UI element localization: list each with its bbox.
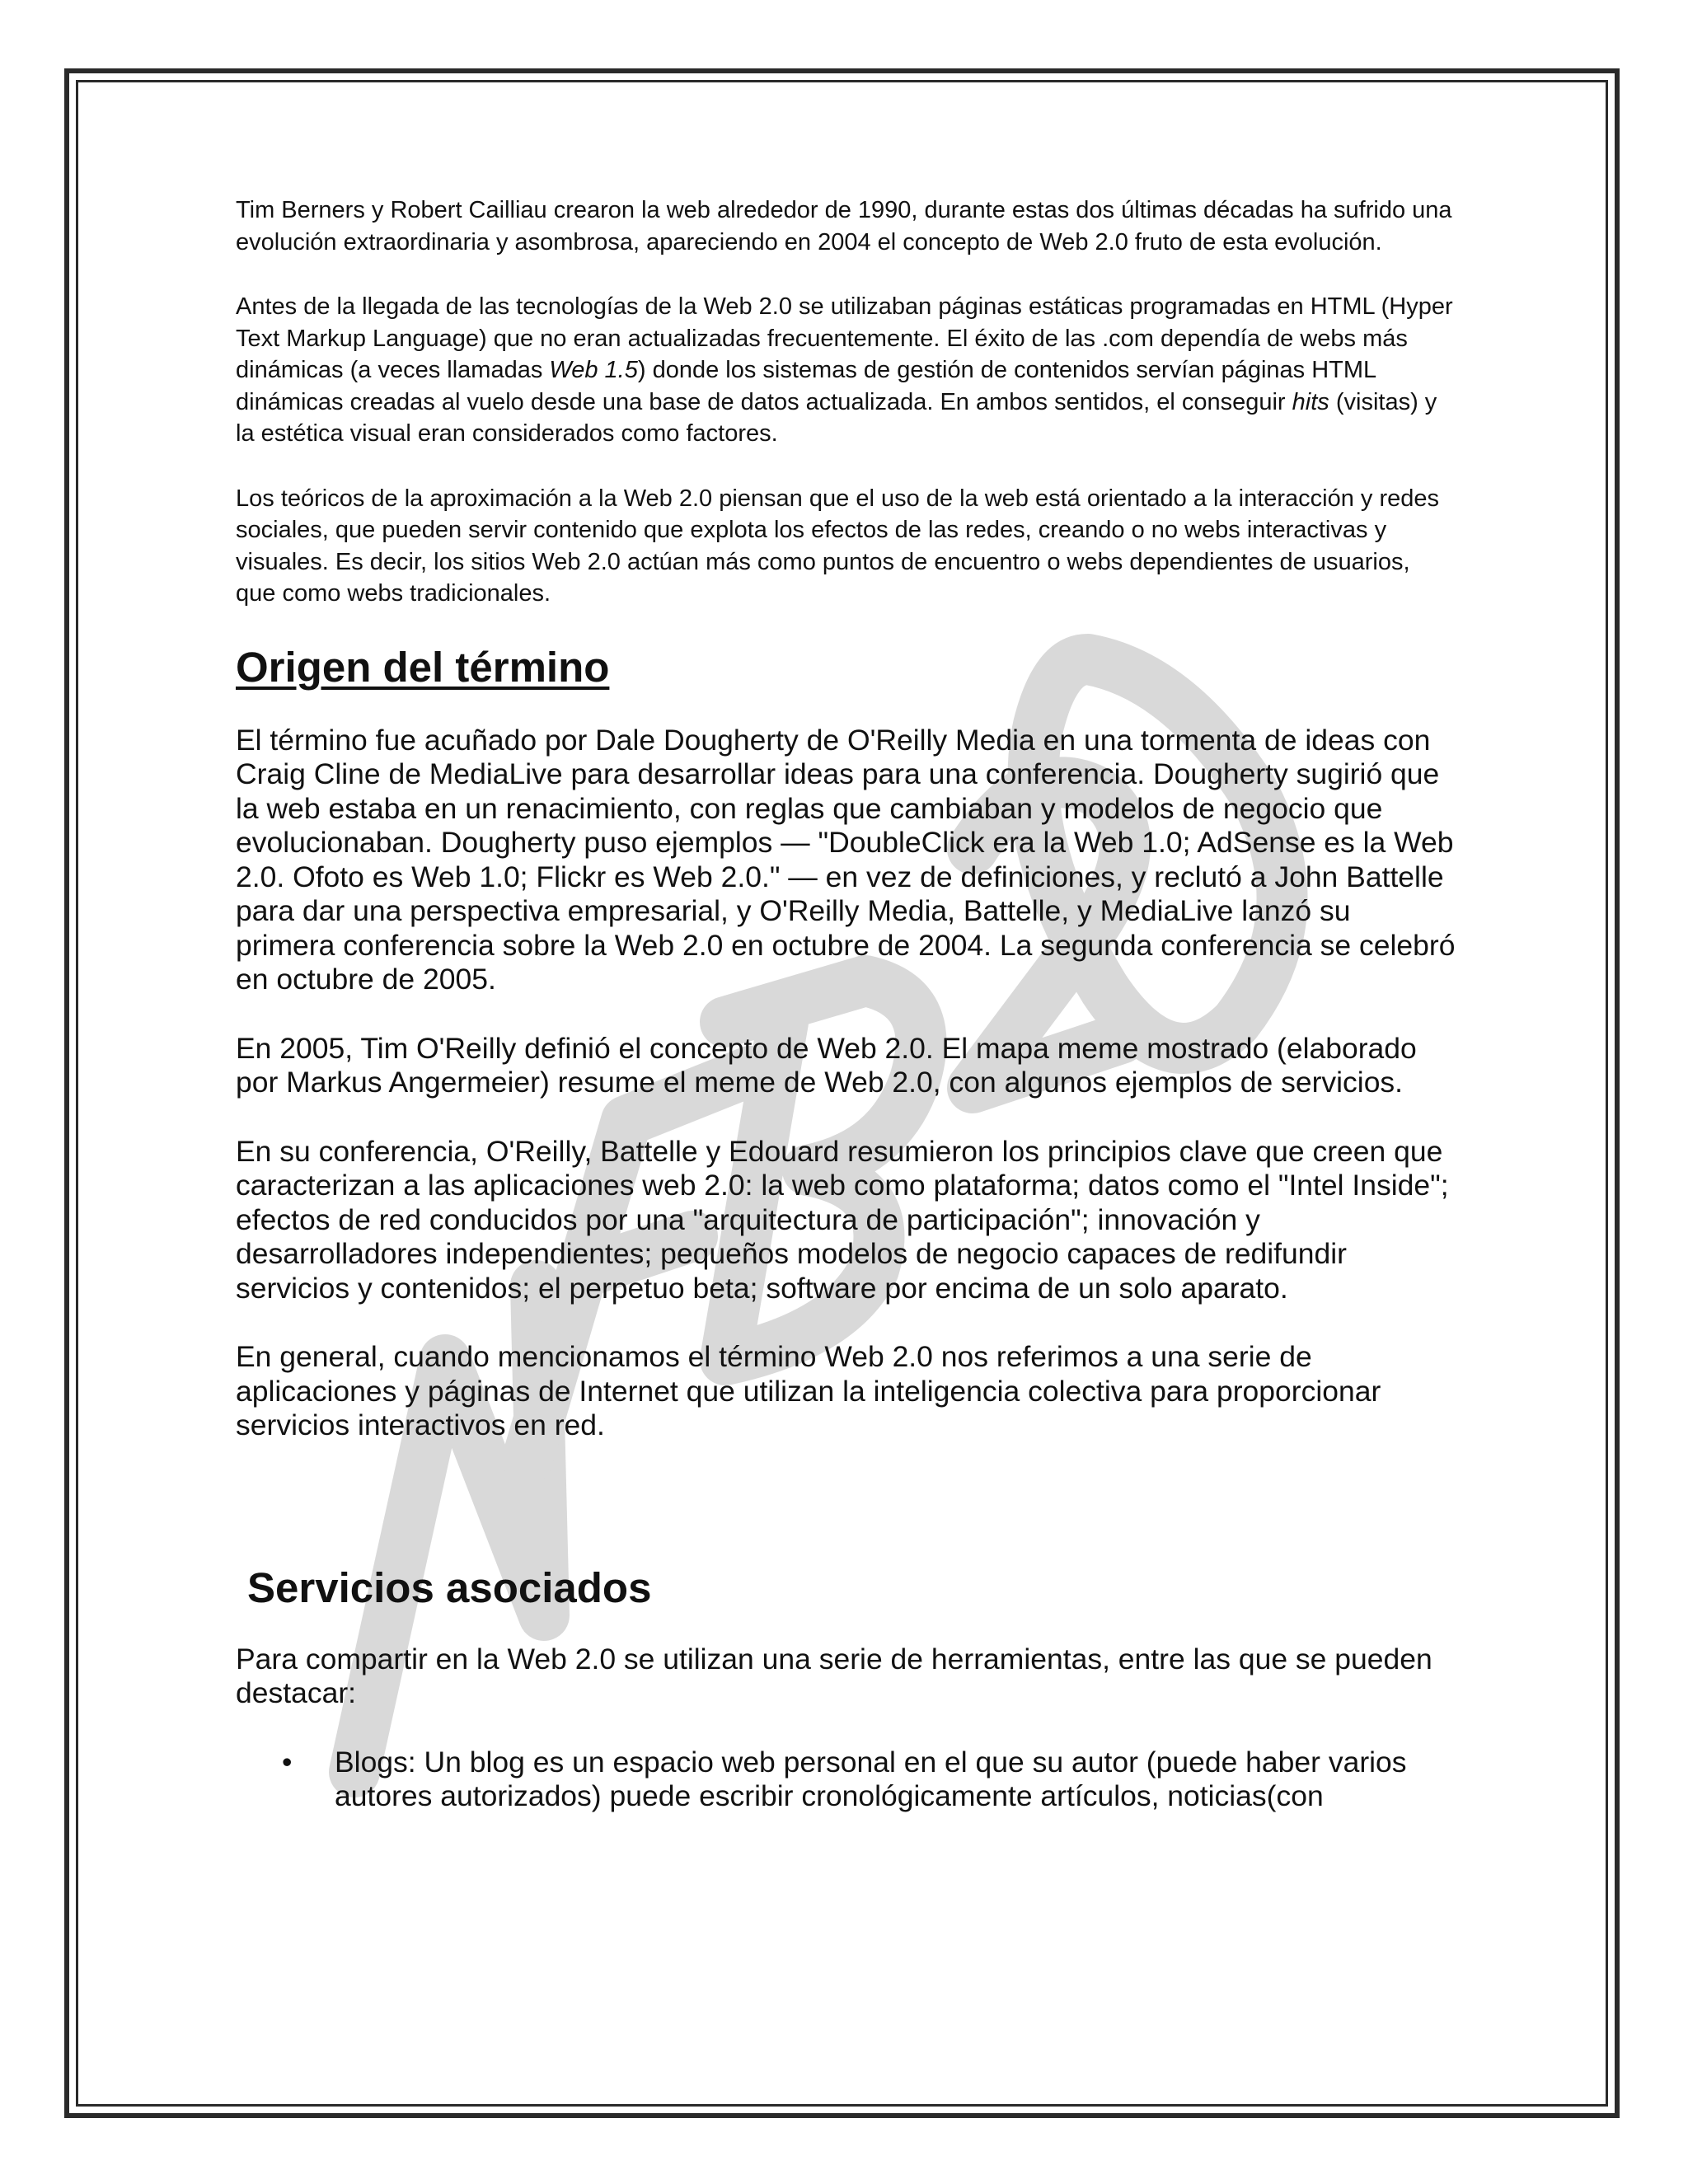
origen-paragraph-2: En 2005, Tim O'Reilly definió el concepto de Web 2.0. El mapa meme mostrado (elaborado por Markus Angermeier) resume el meme de Web 2.0, con algunos ejemplos de servicios. (236, 1031, 1417, 1099)
list-item-blogs (236, 1746, 1456, 1814)
list-item-text: Blogs: Un blog es un espacio web personal en el que su autor (puede haber varios autores autorizados) puede escribir cronológicamente artículos, noticias(con (335, 1745, 1407, 1812)
heading-origen: Origen del término (236, 643, 610, 691)
heading-servicios: Servicios asociados (247, 1563, 652, 1611)
origen-paragraph-1: El término fue acuñado por Dale Dougherty de O'Reilly Media en una tormenta de ideas con Craig Cline de MediaLive para desarrollar ideas para una conferencia. Dougherty sugirió que la web estaba en un renacimiento, con reglas que cambiaban y modelos de negocio que evolucionaban. Dougherty puso ejemplos — "DoubleClick era la Web 1.0; AdSense es la Web 2.0. Ofoto es Web 1.0; Flickr es Web 2.0." — en vez de definiciones, y reclutó a John Battelle para dar una perspectiva empresarial, y O'Reilly Media, Battelle, y MediaLive lanzó su primera conferencia sobre la Web 2.0 en octubre de 2004. La segunda conferencia se celebró en octubre de 2005. (236, 723, 1456, 996)
origen-paragraph-3: En su conferencia, O'Reilly, Battelle y Edouard resumieron los principios clave que creen que caracterizan a las aplicaciones web 2.0: la web como plataforma; datos como el "Intel Inside"; efectos de red conducidos por una "arquitectura de participación"; innovación y desarrolladores independientes; pequeños modelos de negocio capaces de redifundir servicios y contenidos; el perpetuo beta; software por encima de un solo aparato. (236, 1134, 1449, 1305)
emphasis-web-1-5: Web 1.5 (549, 357, 638, 383)
bullet-icon: • (282, 1745, 293, 1779)
intro-paragraph-1: Tim Berners y Robert Cailliau crearon la web alrededor de 1990, durante estas dos últimas décadas ha sufrido una evolución extraordinaria y asombrosa, apareciendo en 2004 el concepto de Web 2.0 fruto de esta evolución. (236, 197, 1452, 255)
servicios-paragraph-1: Para compartir en la Web 2.0 se utilizan una serie de herramientas, entre las que se pueden destacar: (236, 1642, 1432, 1709)
emphasis-hits: hits (1292, 388, 1329, 415)
origen-paragraph-4: En general, cuando mencionamos el término Web 2.0 nos referimos a una serie de aplicaciones y páginas de Internet que utilizan la inteligencia colectiva para proporcionar servicios interactivos en red. (236, 1340, 1381, 1441)
intro-paragraph-3: Los teóricos de la aproximación a la Web 2.0 piensan que el uso de la web está orientado a la interacción y redes sociales, que pueden servir contenido que explota los efectos de las redes, creando o no webs interactivas y visuales. Es decir, los sitios Web 2.0 actúan más como puntos de encuentro o webs dependientes de usuarios, que como webs tradicionales. (236, 485, 1440, 607)
servicios-list (236, 1746, 1456, 1814)
document-body (236, 194, 1456, 1814)
intro-paragraph-2: Antes de la llegada de las tecnologías de la Web 2.0 se utilizaban páginas estáticas programadas en HTML (Hyper Text Markup Language) que no eran actualizadas frecuentemente. El éxito de las .com dependía de webs más dinámicas (a veces llamadas Web 1.5) donde los sistemas de gestión de contenidos servían páginas HTML dinámicas creadas al vuelo desde una base de datos actualizada. En ambos sentidos, el conseguir hits (visitas) y la estética visual eran considerados como factores. (236, 293, 1453, 447)
